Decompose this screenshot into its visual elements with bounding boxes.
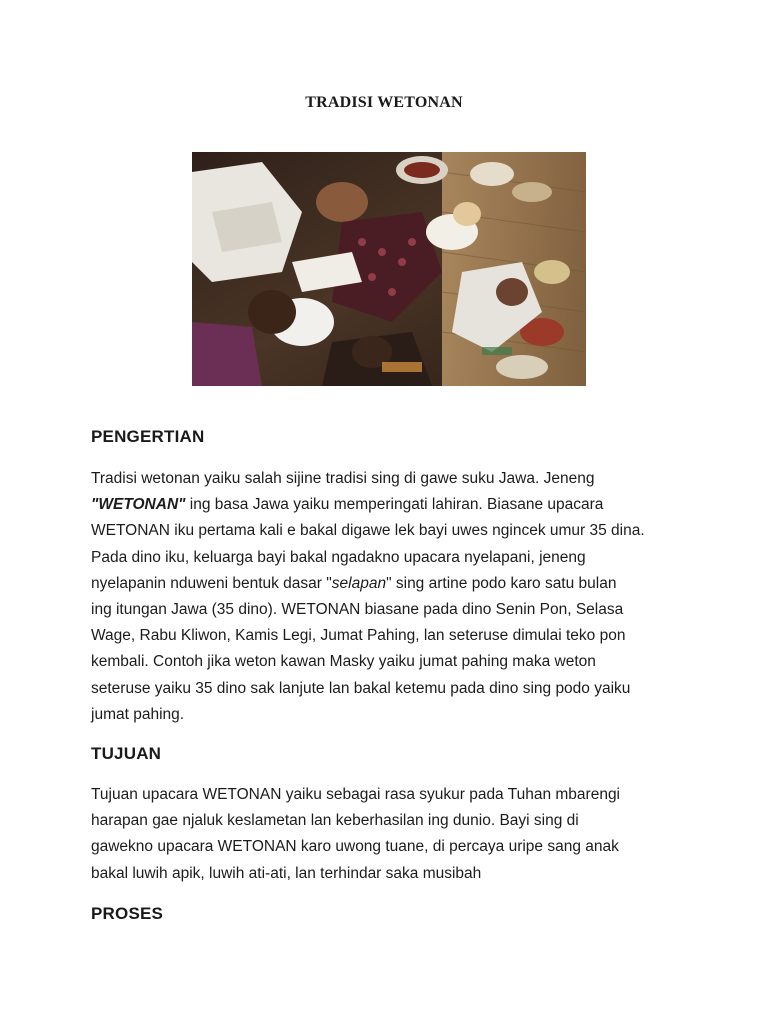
section-heading-proses: PROSES (91, 904, 164, 923)
emphasis-wetonan: "WETONAN" (91, 496, 186, 514)
text-line: seteruse yaiku 35 dino sak lanjute lan bakal ketemu pada dino sing podo yaiku (91, 679, 631, 697)
emphasis-selapan: selapan (331, 574, 387, 592)
section-heading-tujuan: TUJUAN (91, 744, 162, 763)
ceremony-photo (192, 152, 586, 386)
text-line: kembali. Contoh jika weton kawan Masky yaiku jumat pahing maka weton (91, 653, 596, 671)
text-line: gawekno upacara WETONAN karo uwong tuane, di percaya uripe sang anak (91, 838, 619, 856)
text-line: harapan gae njaluk keslametan lan keberhasilan ing dunio. Bayi sing di (91, 812, 579, 830)
text-line (91, 492, 691, 518)
text-line: WETONAN iku pertama kali e bakal digawe lek bayi uwes ngincek umur 35 dina. (91, 522, 645, 540)
document-title: TRADISI WETONAN (305, 94, 463, 111)
text-fragment: ing basa Jawa yaiku memperingati lahiran. Biasane upacara (185, 496, 604, 514)
text-line: Tujuan upacara WETONAN yaiku sebagai rasa syukur pada Tuhan mbarengi (91, 786, 621, 803)
paragraph-pengertian (91, 466, 691, 728)
text-line: ing itungan Jawa (35 dino). WETONAN biasane pada dino Senin Pon, Selasa (91, 601, 624, 619)
text-line: Pada dino iku, keluarga bayi bakal ngadakno upacara nyelapani, jeneng (91, 548, 586, 566)
text-line: Tradisi wetonan yaiku salah sijine tradisi sing di gawe suku Jawa. Jeneng (91, 470, 595, 487)
text-line: Wage, Rabu Kliwon, Kamis Legi, Jumat Pahing, lan seteruse dimulai teko pon (91, 627, 626, 645)
ceremony-photo-illustration (192, 152, 586, 386)
text-line: bakal luwih apik, luwih ati-ati, lan terhindar saka musibah (91, 864, 482, 882)
text-line (91, 571, 691, 597)
text-fragment: nyelapanin nduweni bentuk dasar " (91, 574, 332, 592)
paragraph-tujuan (91, 782, 691, 887)
text-line: jumat pahing. (91, 705, 185, 723)
section-heading-pengertian: PENGERTIAN (91, 427, 205, 446)
text-fragment: " sing artine podo karo satu bulan (386, 574, 617, 592)
